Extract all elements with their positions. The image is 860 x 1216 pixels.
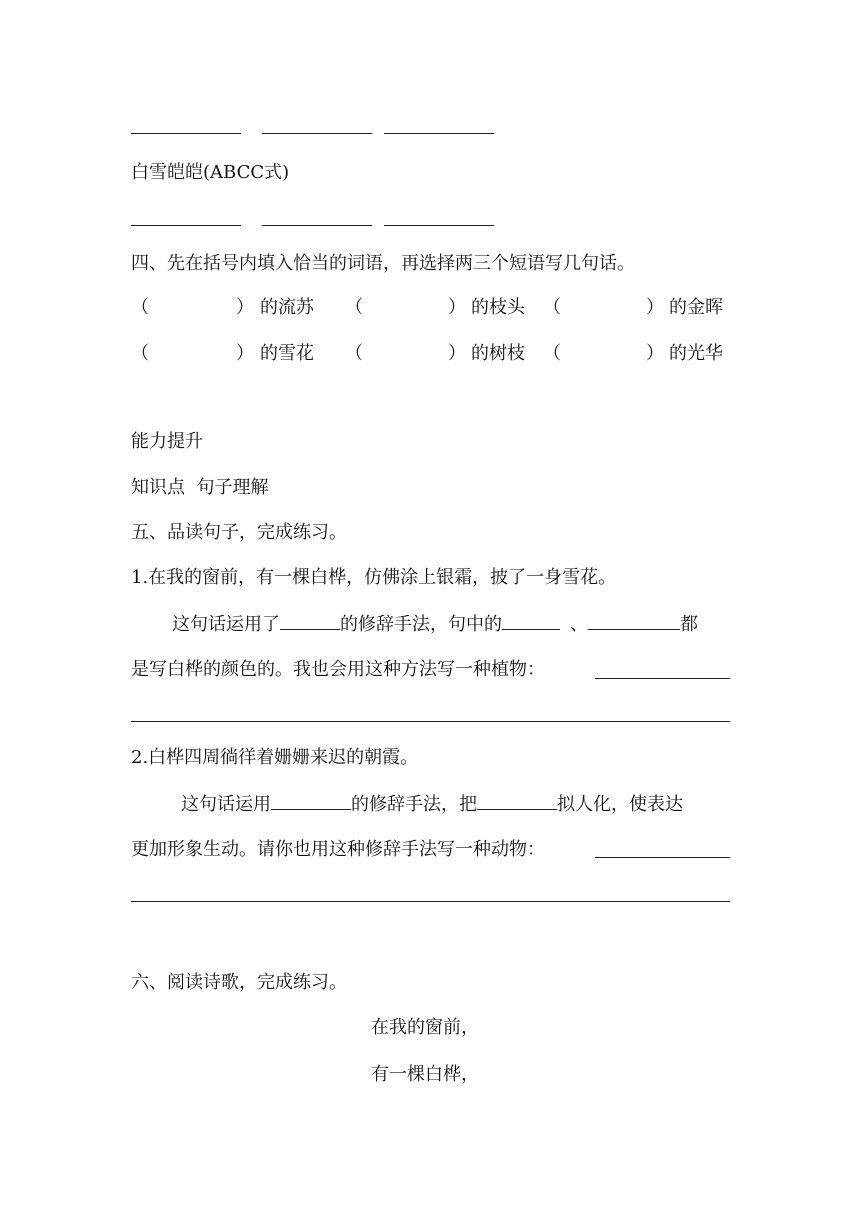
question-1-line [172,611,698,637]
ability-title: 能力提升 [131,431,203,452]
q1-text-a: 这句话运用了 [172,614,280,635]
section-six-heading: 六、阅读诗歌，完成练习。 [131,972,347,993]
section-five-heading: 五、品读句子，完成练习。 [131,522,347,543]
open-paren: （ [543,297,561,318]
open-paren: （ [345,343,363,364]
q2-text-c: 拟人化，使表达 [557,794,683,815]
poem-line: 有一棵白桦， [371,1064,479,1085]
q2-object-blank[interactable] [477,791,557,810]
question-1-sentence: 1.在我的窗前，有一棵白桦，仿佛涂上银霜，披了一身雪花。 [131,567,617,588]
q1-color-blank-1[interactable] [502,611,560,630]
knowledge-point: 知识点 句子理解 [131,477,269,498]
answer-line[interactable] [131,225,241,226]
q2-text-a: 这句话运用 [181,794,271,815]
abcc-prompt: 白雪皑皑(ABCC式) [131,162,290,183]
q1-text-b: 的修辞手法，句中的 [340,614,502,635]
answer-line[interactable] [262,225,372,226]
question-2-line-2: 更加形象生动。请你也用这种修辞手法写一种动物： [131,839,545,860]
section-four-heading: 四、先在括号内填入恰当的词语，再选择两三个短语写几句话。 [131,253,635,274]
open-paren: （ [543,343,561,364]
phrase-suffix: 的枝头 [471,297,525,318]
answer-line[interactable] [131,133,241,134]
plant-answer-line[interactable] [595,678,730,679]
animal-answer-line[interactable] [595,857,730,858]
answer-line-full[interactable] [131,901,730,902]
open-paren: （ [131,343,149,364]
close-paren: ） [646,343,664,364]
q1-text-d: 都 [680,614,698,635]
phrase-suffix: 的树枝 [471,343,525,364]
close-paren: ） [236,297,254,318]
question-2-sentence: 2.白桦四周徜徉着姗姗来迟的朝霞。 [131,747,419,768]
q1-color-blank-2[interactable] [588,611,680,630]
close-paren: ） [646,297,664,318]
q2-text-b: 的修辞手法，把 [351,794,477,815]
q1-rhetoric-blank[interactable] [280,611,340,630]
phrase-suffix: 的光华 [669,343,723,364]
close-paren: ） [448,343,466,364]
answer-line-full[interactable] [131,721,730,722]
question-1-line-2: 是写白桦的颜色的。我也会用这种方法写一种植物： [131,659,545,680]
question-2-line [181,791,683,817]
answer-line[interactable] [384,225,494,226]
answer-line[interactable] [262,133,372,134]
q1-text-c: 、 [570,614,588,635]
phrase-suffix: 的雪花 [260,343,314,364]
q2-rhetoric-blank[interactable] [271,791,351,810]
close-paren: ） [236,343,254,364]
open-paren: （ [131,297,149,318]
close-paren: ） [448,297,466,318]
phrase-suffix: 的流苏 [260,297,314,318]
phrase-suffix: 的金晖 [669,297,723,318]
poem-line: 在我的窗前， [371,1017,479,1038]
answer-line[interactable] [384,133,494,134]
open-paren: （ [345,297,363,318]
